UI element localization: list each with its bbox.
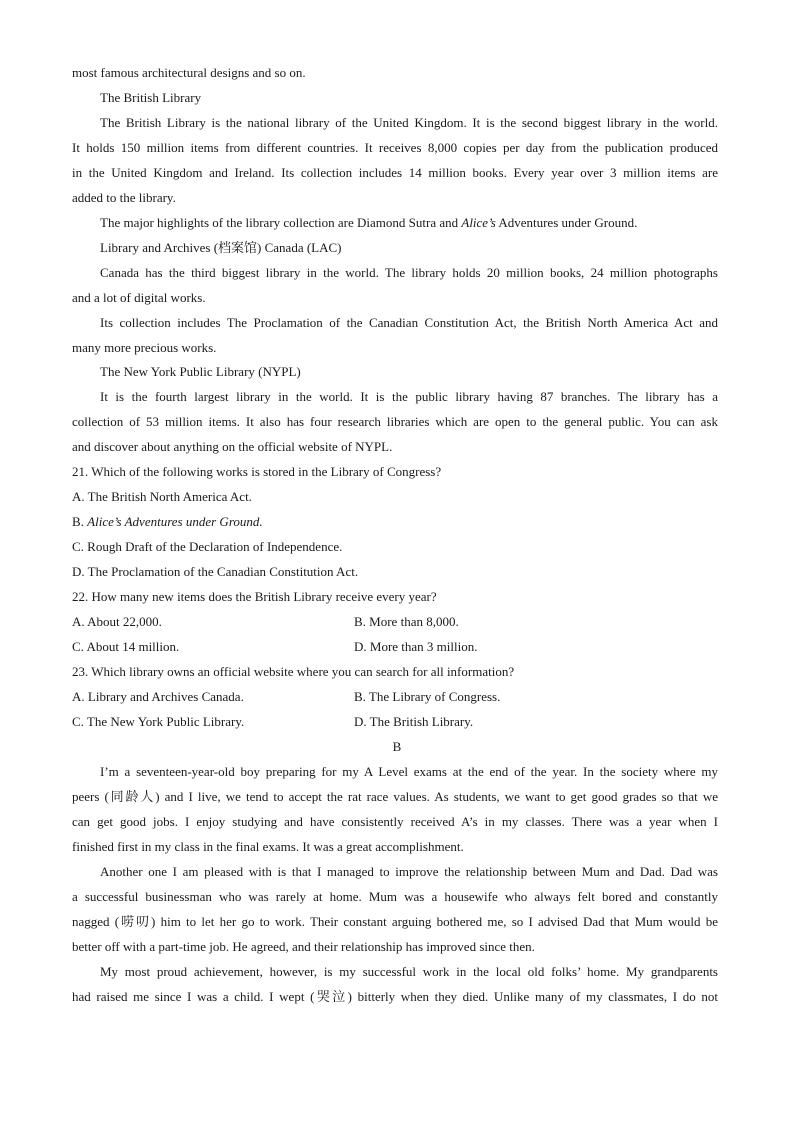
- question-stem: 23. Which library owns an official website where you can search for all information?: [72, 664, 515, 679]
- text-line: Its collection includes The Proclamation of the Canadian Constitution Act, the British North America Act and: [100, 315, 718, 330]
- option-b: B. The Library of Congress.: [354, 689, 501, 704]
- text-line: My most proud achievement, however, is my successful work in the local old folks’ home. My grandparents: [100, 964, 718, 979]
- text-line: better off with a part-time job. He agreed, and their relationship has improved since then.: [72, 939, 535, 954]
- text-line: Canada has the third biggest library in the world. The library holds 20 million books, 24 million photographs: [100, 265, 718, 280]
- text-line: The British Library is the national library of the United Kingdom. It is the second biggest library in the world.: [100, 115, 718, 130]
- text-line: can get good jobs. I enjoy studying and have consistently received A’s in my classes. There was a year when I: [72, 814, 718, 829]
- option-letter: B.: [72, 514, 88, 529]
- text-line: most famous architectural designs and so on.: [72, 65, 306, 80]
- text-line: finished first in my class in the final exams. It was a great accomplishment.: [72, 839, 464, 854]
- text-span: The major highlights of the library collection are Diamond Sutra and: [100, 215, 462, 230]
- text-line: and a lot of digital works.: [72, 290, 206, 305]
- text-line: and discover about anything on the official website of NYPL.: [72, 439, 393, 454]
- text-line: added to the library.: [72, 190, 176, 205]
- text-line: It is the fourth largest library in the world. It is the public library having 87 branches. The library has a: [100, 389, 718, 404]
- option-a: A. Library and Archives Canada.: [72, 689, 244, 704]
- text-line: many more precious works.: [72, 340, 217, 355]
- text-line: a successful businessman who was rarely at home. Mum was a housewife who always felt bored and constantly: [72, 889, 718, 904]
- section-heading-lac: Library and Archives (档案馆) Canada (LAC): [100, 240, 342, 255]
- option-c: C. Rough Draft of the Declaration of Independence.: [72, 539, 343, 554]
- text-line: collection of 53 million items. It also has four research libraries which are open to the general public. You can ask: [72, 414, 718, 429]
- text-line: had raised me since I was a child. I wept (哭泣) bitterly when they died. Unlike many of my classmates, I do not: [72, 989, 718, 1004]
- option-b: [72, 514, 263, 530]
- option-a: A. About 22,000.: [72, 614, 162, 629]
- option-c: C. About 14 million.: [72, 639, 180, 654]
- passage-heading: B: [392, 739, 402, 754]
- italic-title: Alice’s: [461, 215, 496, 230]
- italic-title: Alice’s Adventures under Ground.: [87, 514, 263, 529]
- text-line: It holds 150 million items from different countries. It receives 8,000 copies per day from the publication produced: [72, 140, 718, 155]
- text-line: Another one I am pleased with is that I managed to improve the relationship between Mum and Dad. Dad was: [100, 864, 718, 879]
- option-c: C. The New York Public Library.: [72, 714, 245, 729]
- question-stem: 21. Which of the following works is stored in the Library of Congress?: [72, 464, 442, 479]
- text-span: Adventures under Ground.: [495, 215, 638, 230]
- text-line: I’m a seventeen-year-old boy preparing for my A Level exams at the end of the year. In the society where my: [100, 764, 718, 779]
- text-line: peers (同龄人) and I live, we tend to accept the rat race values. As students, we want to get good grades so that we: [72, 789, 718, 804]
- text-line: nagged (唠叨) him to let her go to work. Their constant arguing bothered me, so I advised Dad that Mum would be: [72, 914, 718, 929]
- option-b: B. More than 8,000.: [354, 614, 459, 629]
- section-heading-british-library: The British Library: [100, 90, 202, 105]
- text-line: [100, 215, 637, 231]
- option-d: D. More than 3 million.: [354, 639, 478, 654]
- option-a: A. The British North America Act.: [72, 489, 252, 504]
- option-d: D. The Proclamation of the Canadian Constitution Act.: [72, 564, 359, 579]
- section-heading-nypl: The New York Public Library (NYPL): [100, 364, 301, 379]
- question-stem: 22. How many new items does the British Library receive every year?: [72, 589, 437, 604]
- option-d: D. The British Library.: [354, 714, 474, 729]
- text-line: in the United Kingdom and Ireland. Its collection includes 14 million books. Every year over 3 million items are: [72, 165, 718, 180]
